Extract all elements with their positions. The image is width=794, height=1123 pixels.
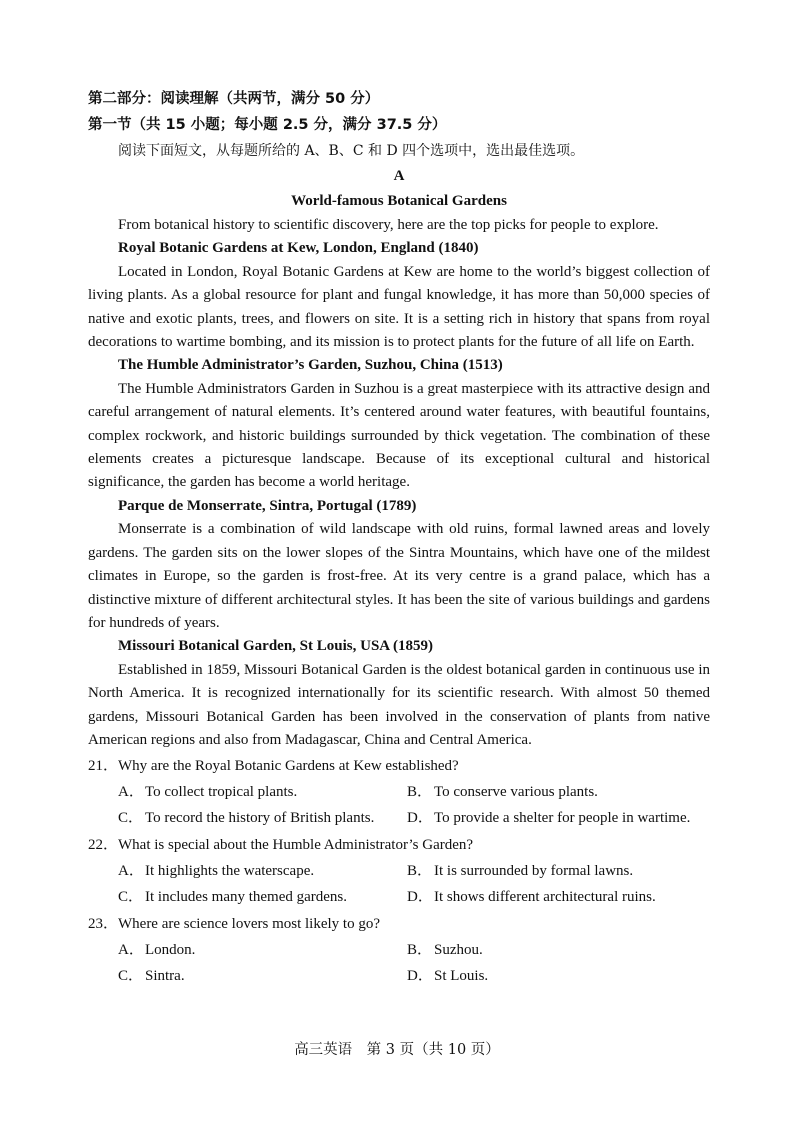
subsection-header: 第一节（共 15 小题；每小题 2.5 分，满分 37.5 分） — [88, 117, 447, 133]
option-a: A．London. — [118, 942, 196, 959]
option-a: A．It highlights the waterscape. — [118, 863, 315, 880]
garden-heading: Parque de Monserrate, Sintra, Portugal (1789) — [118, 497, 417, 514]
question-number: 22． — [88, 837, 119, 854]
question-text: Why are the Royal Botanic Gardens at Kew established? — [118, 758, 459, 775]
garden-section-suzhou — [88, 354, 710, 494]
option-a: A．To collect tropical plants. — [118, 784, 298, 801]
question-22 — [88, 832, 710, 910]
garden-text: Monserrate is a combination of wild landscape with old ruins, formal lawned areas and lovely gardens. The garden sits on the lower slopes of the Sintra Mountains, which have one of the mildest climates in Europe, so the garden is frost-free. At its very centre is a grand palace, which has a distinctive mixture of different architectural styles. It has been the site of various buildings and gardens for hundreds of years. — [88, 521, 710, 631]
garden-text: Established in 1859, Missouri Botanical Garden is the oldest botanical garden in continuous use in North America. It is recognized internationally for its scientific research. With almost 50 themed gardens, Missouri Botanical Garden has been involved in the conservation of plants from native American regions and also from Madagascar, China and Central America. — [88, 661, 710, 748]
question-number: 21． — [88, 758, 119, 775]
garden-section-missouri — [88, 635, 710, 752]
question-number: 23． — [88, 916, 119, 933]
garden-section-kew — [88, 237, 710, 354]
question-text: Where are science lovers most likely to go? — [118, 916, 380, 933]
garden-section-sintra — [88, 495, 710, 635]
question-21 — [88, 753, 710, 831]
page-footer: 高三英语 第 3 页（共 10 页） — [294, 1042, 500, 1058]
option-c: C． It includes many themed gardens. — [118, 889, 348, 906]
exam-page — [88, 86, 710, 989]
passage-letter: A — [393, 168, 405, 184]
garden-text: Located in London, Royal Botanic Gardens at Kew are home to the world’s biggest collection of living plants. As a global resource for plant and fungal knowledge, it has more than 50,000 species of native and exotic plants, trees, and flowers on site. It is a setting rich in history that spans from royal decorations to wartime bombing, and its mission is to protect plants for the future of all life on Earth. — [88, 263, 710, 351]
question-text: What is special about the Humble Administrator’s Garden? — [118, 837, 474, 854]
question-23 — [88, 911, 710, 989]
passage-intro: From botanical history to scientific discovery, here are the top picks for people to explore. — [118, 217, 659, 233]
garden-heading: Royal Botanic Gardens at Kew, London, England (1840) — [118, 240, 479, 257]
option-d: D．It shows different architectural ruins. — [407, 889, 656, 906]
option-d: D．To provide a shelter for people in wartime. — [407, 810, 691, 827]
passage-title: World-famous Botanical Gardens — [291, 193, 507, 209]
option-b: B． Suzhou. — [407, 942, 483, 959]
garden-heading: Missouri Botanical Garden, St Louis, USA (1859) — [118, 638, 434, 655]
option-c: C． Sintra. — [118, 968, 185, 985]
garden-heading: The Humble Administrator’s Garden, Suzhou, China (1513) — [118, 357, 503, 374]
option-b: B． To conserve various plants. — [407, 784, 598, 801]
garden-text: The Humble Administrators Garden in Suzhou is a great masterpiece with its attractive design and careful arrangement of natural elements. It’s centered around water features, with beautiful fountains, complex rockwork, and historic buildings surrounded by thick vegetation. The combination of these elements creates a picturesque landscape. Because of its exceptional cultural and historical significance, the garden has become a world heritage. — [88, 380, 710, 491]
section-header: 第二部分：阅读理解（共两节，满分 50 分） — [88, 91, 380, 107]
option-c: C． To record the history of British plants. — [118, 810, 375, 827]
instruction: 阅读下面短文，从每题所给的 A、B、C 和 D 四个选项中，选出最佳选项。 — [118, 143, 585, 159]
option-b: B． It is surrounded by formal lawns. — [407, 863, 634, 880]
option-d: D．St Louis. — [407, 968, 489, 985]
